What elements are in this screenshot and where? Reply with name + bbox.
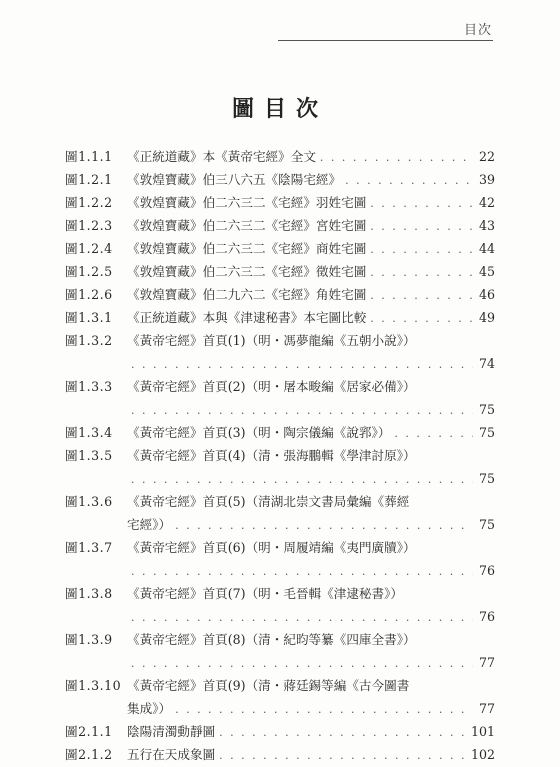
page-number: 74 [478,356,495,371]
figure-number: 圖1.3.8 [65,586,113,601]
figure-caption: 《黃帝宅經》首頁(9)（清・蔣廷錫等編《古今圖書 [127,678,410,693]
toc-entry-line [65,536,495,559]
toc-entry-line [65,421,495,444]
leader-dots [131,606,473,629]
figure-number: 圖1.3.9 [65,632,113,647]
figure-caption: 《黃帝宅經》首頁(3)（明・陶宗儀編《說郛》） [127,425,391,440]
toc-entry-line [65,375,495,398]
toc-entry-line [65,329,495,352]
page-number: 77 [478,701,495,716]
leader-dots [219,744,467,767]
toc-entry-line [65,720,495,743]
page-number: 39 [478,172,495,187]
leader-dots [345,169,473,192]
page-number: 76 [478,609,495,624]
leader-dots [370,215,473,238]
figure-number: 圖1.3.3 [65,379,113,394]
toc-entry-line [65,490,495,513]
figure-number: 圖1.2.5 [65,264,113,279]
toc-entry-line [65,352,495,375]
page-number: 101 [470,724,495,739]
figure-caption: 《敦煌寶藏》伯二六三二《宅經》宮姓宅圖 [127,218,367,233]
figure-caption: 《正統道藏》本與《津逮秘書》本宅圖比較 [127,310,367,325]
leader-dots [175,698,473,721]
page-number: 75 [478,402,495,417]
page-number: 102 [470,747,495,762]
page-number: 75 [478,517,495,532]
toc-entry-line [65,628,495,651]
page-number: 49 [478,310,495,325]
toc-entry-line [65,605,495,628]
figure-caption: 《黃帝宅經》首頁(2)（明・屠本畯編《居家必備》） [127,379,416,394]
page-number: 76 [478,563,495,578]
toc-entry-line [65,283,495,306]
leader-dots [131,353,473,376]
leader-dots [370,307,473,330]
toc-entry-line [65,651,495,674]
figure-number: 圖1.3.7 [65,540,113,555]
figure-number: 圖2.1.2 [65,747,113,762]
figure-number: 圖1.3.5 [65,448,113,463]
figure-caption: 《敦煌寶藏》伯二六三二《宅經》商姓宅圖 [127,241,367,256]
leader-dots [131,652,473,675]
figure-number: 圖2.1.1 [65,724,113,739]
figure-caption: 宅經》） [127,517,172,532]
figure-caption: 《黃帝宅經》首頁(7)（明・毛晉輯《津逮秘書》） [127,586,404,601]
toc-entry-line [65,674,495,697]
figure-number: 圖1.2.3 [65,218,113,233]
table-of-figures [65,145,495,766]
figure-number: 圖1.3.1 [65,310,113,325]
figure-number: 圖1.2.2 [65,195,113,210]
figure-number: 圖1.3.4 [65,425,113,440]
toc-entry-line [65,237,495,260]
figure-number: 圖1.1.1 [65,149,113,164]
toc-entry-line [65,168,495,191]
leader-dots [370,284,473,307]
figure-caption: 《黃帝宅經》首頁(4)（清・張海鵬輯《學津討原》） [127,448,416,463]
page-number: 22 [478,149,495,164]
figure-number: 圖1.3.6 [65,494,113,509]
toc-entry-line [65,145,495,168]
figure-caption: 《敦煌寶藏》伯二六三二《宅經》羽姓宅圖 [127,195,367,210]
figure-caption: 陰陽清濁動靜圖 [127,724,216,739]
figure-caption: 《正統道藏》本《黃帝宅經》全文 [127,149,316,164]
figure-caption: 《黃帝宅經》首頁(6)（明・周履靖編《夷門廣牘》） [127,540,416,555]
toc-entry-line [65,444,495,467]
figure-caption: 《黃帝宅經》首頁(5)（清湖北崇文書局彙編《葬經 [127,494,410,509]
page-number: 75 [478,425,495,440]
figure-caption: 《敦煌寶藏》伯三八六五《陰陽宅經》 [127,172,342,187]
figure-number: 圖1.3.10 [65,678,122,693]
figure-caption: 《敦煌寶藏》伯二九六二《宅經》角姓宅圖 [127,287,367,302]
leader-dots [131,399,473,422]
toc-entry-line [65,513,495,536]
toc-entry-line [65,214,495,237]
toc-entry-line [65,559,495,582]
toc-entry-line [65,398,495,421]
figure-caption: 集成》） [127,701,172,716]
figure-number: 圖1.3.2 [65,333,113,348]
page-number: 44 [478,241,495,256]
figure-number: 圖1.2.4 [65,241,113,256]
leader-dots [370,238,473,261]
figure-caption: 五行在天成象圖 [127,747,216,762]
page-number: 42 [478,195,495,210]
leader-dots [394,422,473,445]
leader-dots [131,468,473,491]
leader-dots [219,721,467,744]
page-number: 77 [478,655,495,670]
toc-entry-line [65,306,495,329]
page-title: 圖目次 [231,96,328,122]
toc-entry-line [65,582,495,605]
leader-dots [370,261,473,284]
figure-caption: 《敦煌寶藏》伯二六三二《宅經》徵姓宅圖 [127,264,367,279]
page-number: 45 [478,264,495,279]
toc-entry-line [65,260,495,283]
header-rule [278,40,493,41]
leader-dots [370,192,473,215]
page-number: 75 [478,471,495,486]
toc-entry-line [65,743,495,766]
figure-caption: 《黃帝宅經》首頁(1)（明・馮夢龍編《五朝小說》） [127,333,416,348]
toc-entry-line [65,467,495,490]
figure-caption: 《黃帝宅經》首頁(8)（清・紀昀等纂《四庫全書》） [127,632,416,647]
figure-number: 圖1.2.6 [65,287,113,302]
leader-dots [131,560,473,583]
page-number: 43 [478,218,495,233]
leader-dots [320,146,473,169]
page-number: 46 [478,287,495,302]
toc-entry-line [65,191,495,214]
leader-dots [175,514,473,537]
figure-number: 圖1.2.1 [65,172,113,187]
running-head: 目次 [463,23,492,38]
toc-entry-line [65,697,495,720]
